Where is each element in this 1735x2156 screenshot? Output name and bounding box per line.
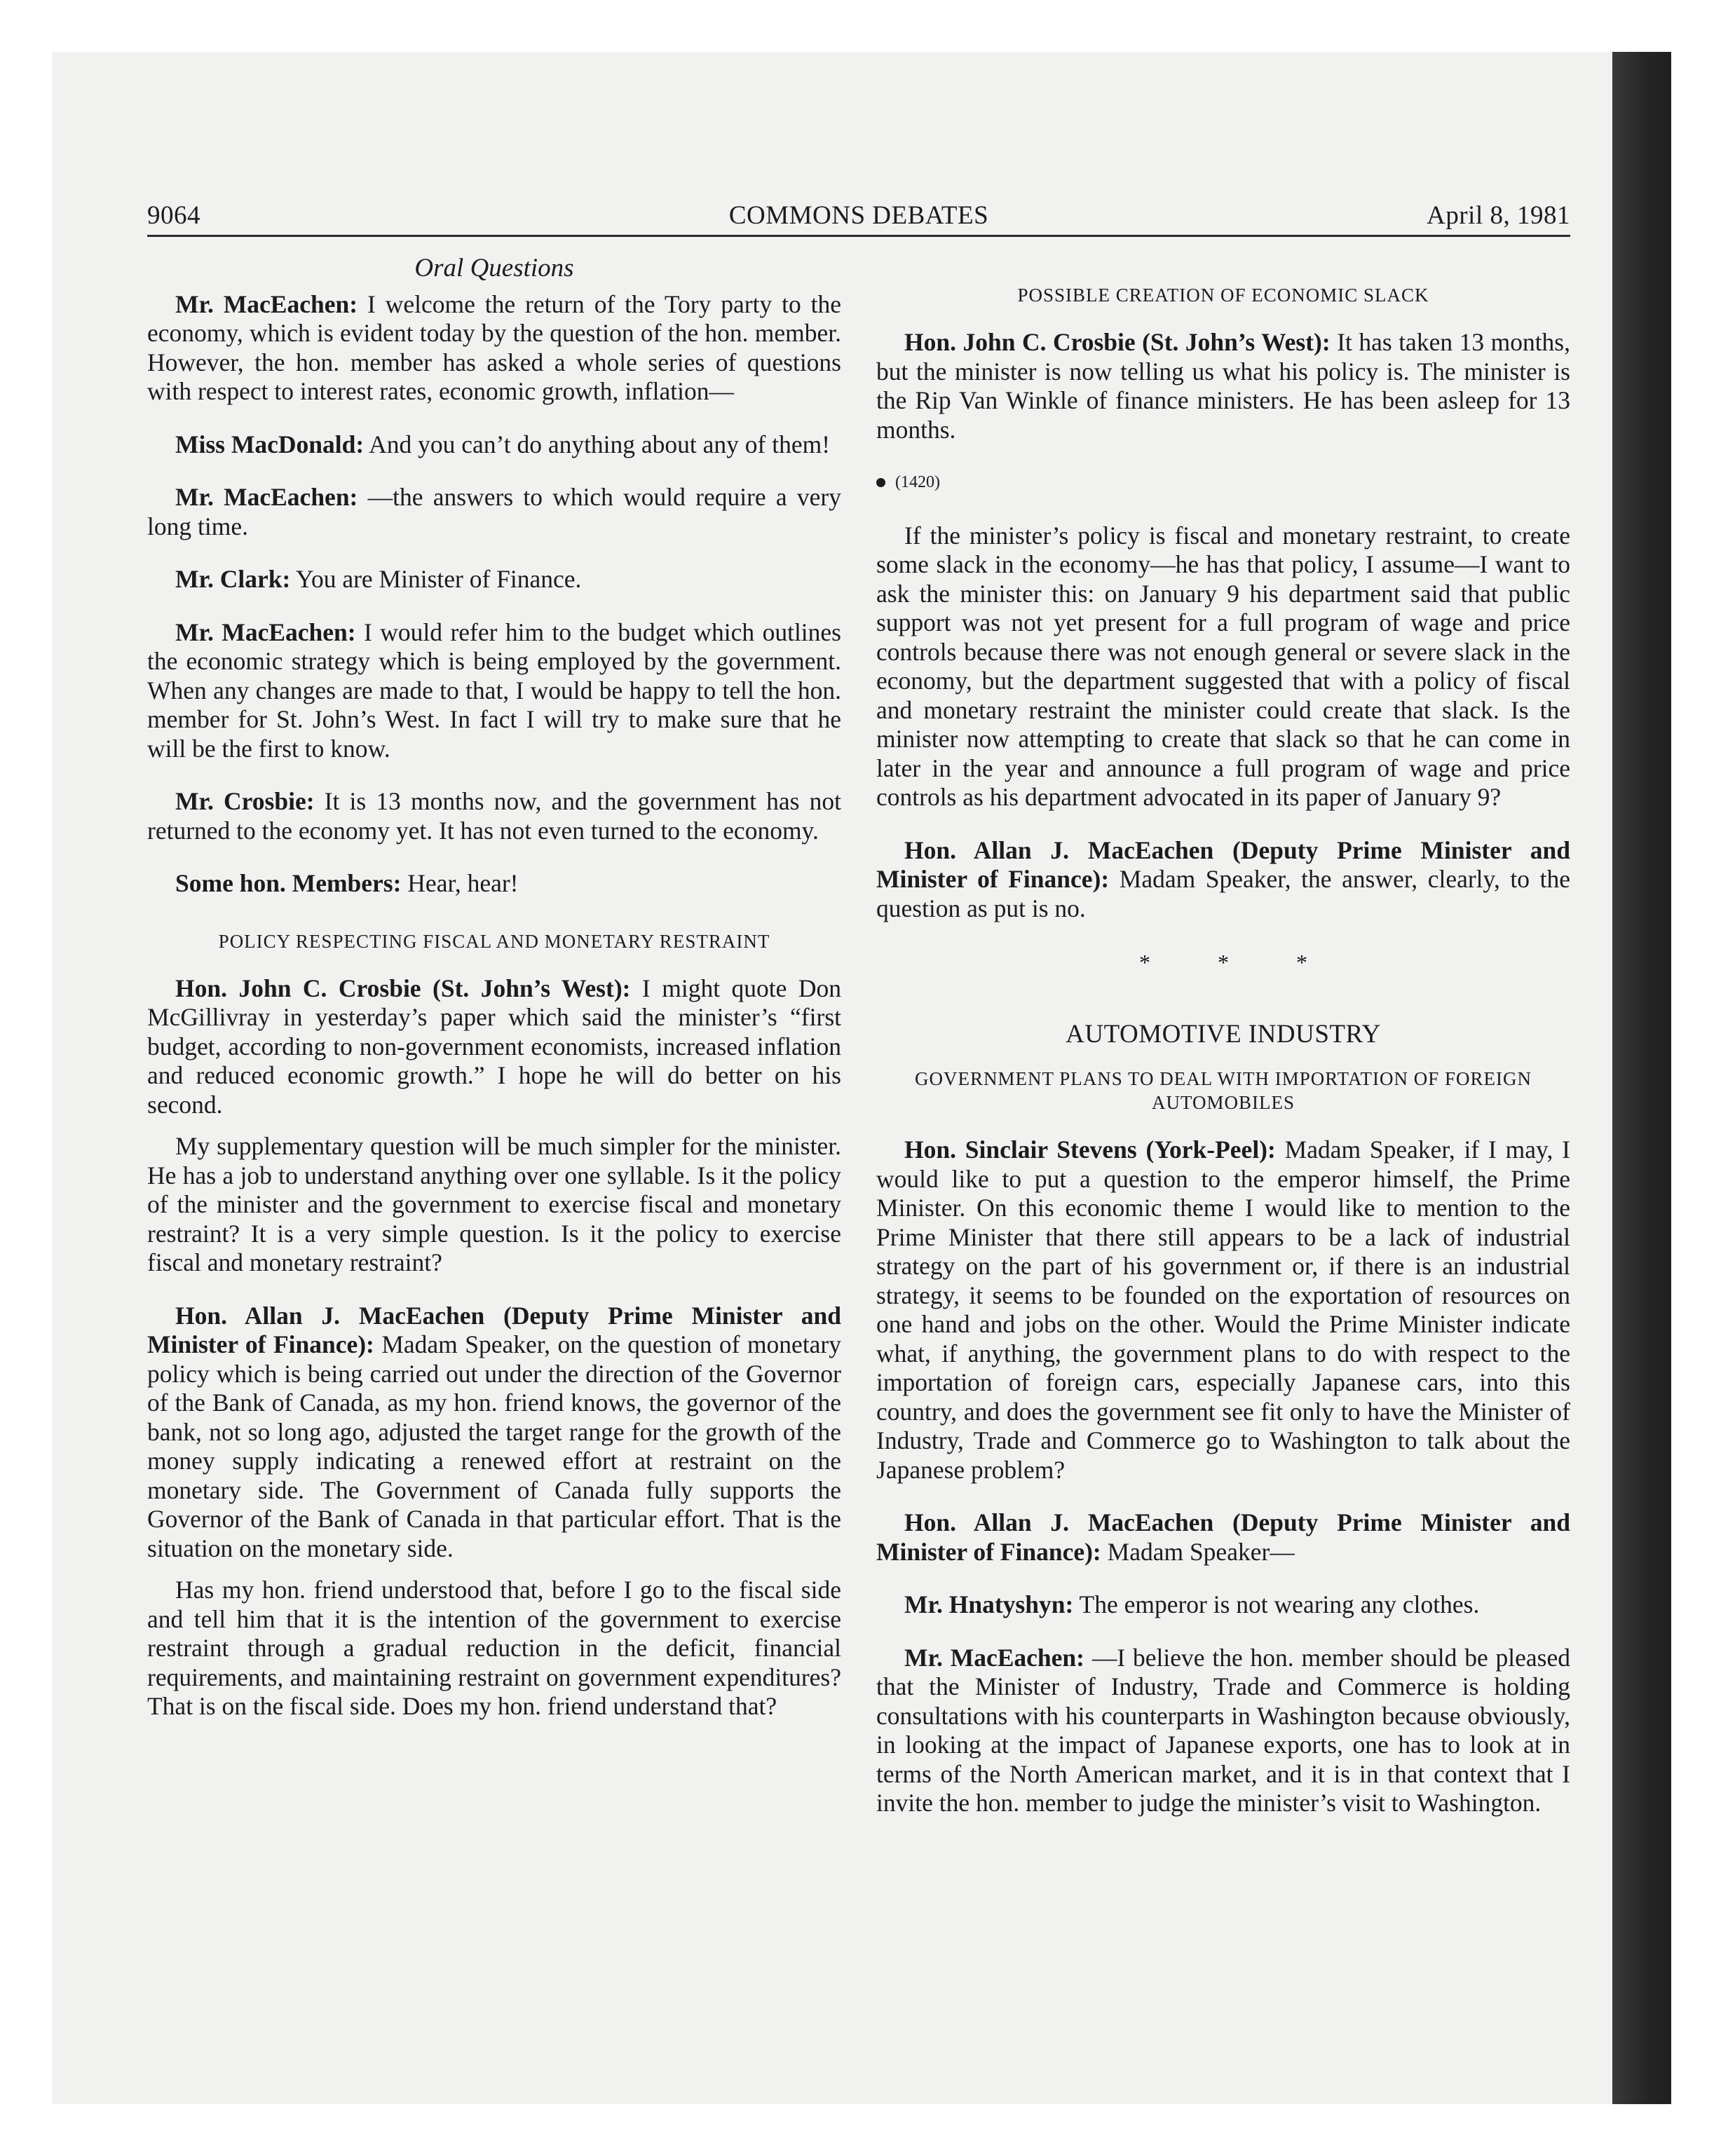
- speech-text: Has my hon. friend understood that, before I go to the fiscal side and tell him that it is the intention of the government to exercise restraint through a gradual reduction in the deficit, financial requirements, and maintaining restraint on government expenditures? That is on the fiscal side. Does my hon. friend understand that?: [147, 1576, 841, 1720]
- speech-text: I welcome the return of the Tory party to the economy, which is evident today by the question of the hon. member. However, the hon. member has asked a whole series of questions with respect to interest rates, economic growth, inflation—: [147, 289, 841, 405]
- major-heading: AUTOMOTIVE INDUSTRY: [1066, 1019, 1381, 1049]
- speech-text: Madam Speaker—: [1101, 1537, 1295, 1566]
- speaker-name: Mr. Crosbie:: [175, 787, 315, 815]
- speaker-name: Mr. MacEachen:: [175, 289, 358, 318]
- issue-date: April 8, 1981: [1427, 201, 1570, 230]
- section-title: Oral Questions: [414, 254, 574, 282]
- speech-paragraph: [147, 787, 841, 845]
- speech-text: —I believe the hon. member should be pleased that the Minister of Industry, Trade and Commerce is holding consultations with his counterparts in Washington because obviously, in looking at the impact of Japanese exports, one has to look at in terms of the North American market, and it is in that context that I invite the hon. member to judge the minister’s visit to Washington.: [876, 1643, 1570, 1817]
- speaker-name: Hon. John C. Crosbie (St. John’s West):: [904, 328, 1331, 356]
- page-number: 9064: [147, 201, 200, 230]
- speech-paragraph: [147, 483, 841, 541]
- speech-paragraph: [147, 1576, 841, 1721]
- speaker-name: Some hon. Members:: [175, 869, 402, 897]
- speaker-name: Mr. Hnatyshyn:: [904, 1590, 1074, 1618]
- header-rule: [147, 235, 1570, 237]
- speech-text: Madam Speaker, on the question of monetary policy which is being carried out under the direction of the Governor of the Bank of Canada, as my hon. friend knows, the governor of the bank, not so long ago, adjusted the target range for the growth of the money supply indicating a renewed effort at restraint on the monetary side. The Government of Canada fully supports the Governor of the Bank of Canada in that particular effort. That is the situation on the monetary side.: [147, 1330, 842, 1562]
- bullet-icon: [876, 478, 885, 487]
- speaker-name: Hon. Sinclair Stevens (York-Peel):: [904, 1135, 1276, 1164]
- speech-text: Madam Speaker, the answer, clearly, to the question as put is no.: [876, 865, 1570, 922]
- publication-title: COMMONS DEBATES: [728, 201, 989, 230]
- subject-subhead: POLICY RESPECTING FISCAL AND MONETARY RESTRAINT: [218, 930, 770, 952]
- speech-paragraph: [147, 1132, 841, 1278]
- left-column: [147, 254, 841, 1745]
- speech-paragraph: [147, 565, 841, 594]
- speech-text: —the answers to which would require a very long time.: [147, 483, 841, 540]
- speech-paragraph: [876, 1508, 1570, 1567]
- subject-subhead: POSSIBLE CREATION OF ECONOMIC SLACK: [1017, 285, 1429, 306]
- subject-subhead: GOVERNMENT PLANS TO DEAL WITH IMPORTATION OF FOREIGN AUTOMOBILES: [915, 1068, 1532, 1113]
- speech-paragraph: [147, 290, 841, 407]
- section-separator: * * *: [1139, 950, 1338, 975]
- speaker-name: Mr. MacEachen:: [175, 618, 356, 646]
- speech-paragraph: [876, 1135, 1570, 1485]
- speech-text: Madam Speaker, if I may, I would like to put a question to the emperor himself, the Prime Minister. On this economic theme I would like to mention to the Prime Minister that there still appears to be a lack of industrial strategy on the part of his government or, if there is an industrial strategy, it seems to be founded on the exportation of resources on one hand and jobs on the other. Would the Prime Minister indicate what, if anything, the government plans to do with respect to the importation of foreign cars, especially Japanese cars, into this country, and does the government see fit only to have the Minister of Industry, Trade and Commerce go to Washington to talk about the Japanese problem?: [876, 1135, 1570, 1484]
- speech-paragraph: [876, 521, 1570, 812]
- speaker-name: Hon. Allan J. MacEachen (Deputy Prime Minister and Minister of Finance):: [876, 1508, 1570, 1566]
- speech-text: My supplementary question will be much simpler for the minister. He has a job to understand anything over one syllable. Is it the policy of the minister and the government to exercise fiscal and monetary restraint? It is a very simple question. Is it the policy to exercise fiscal and monetary restraint?: [147, 1132, 841, 1276]
- speech-paragraph: [147, 618, 841, 764]
- speech-text: The emperor is not wearing any clothes.: [1073, 1590, 1480, 1618]
- speech-text: And you can’t do anything about any of them!: [364, 430, 831, 458]
- speaker-name: Hon. Allan J. MacEachen (Deputy Prime Minister and Minister of Finance):: [876, 835, 1570, 893]
- time-marker-text: (1420): [895, 473, 940, 491]
- speech-paragraph: [876, 1590, 1570, 1620]
- speech-paragraph: [876, 328, 1570, 444]
- running-header: [147, 198, 1570, 237]
- speaker-name: Hon. John C. Crosbie (St. John’s West):: [175, 974, 631, 1002]
- speech-paragraph: [147, 974, 841, 1120]
- scan-edge-shadow: [1612, 52, 1671, 2104]
- speech-paragraph: [147, 1302, 841, 1564]
- speech-text: It is 13 months now, and the government has not returned to the economy yet. It has not even turned to the economy.: [147, 787, 841, 845]
- speech-text: I would refer him to the budget which outlines the economic strategy which is being employed by the government. When any changes are made to that, I would be happy to tell the hon. member for St. John’s West. In fact I will try to make sure that he will be the first to know.: [147, 618, 841, 763]
- speaker-name: Hon. Allan J. MacEachen (Deputy Prime Minister and Minister of Finance):: [147, 1301, 841, 1358]
- speech-text: It has taken 13 months, but the minister is now telling us what his policy is. The minister is the Rip Van Winkle of finance ministers. He has been asleep for 13 months.: [876, 328, 1570, 444]
- speaker-name: Mr. Clark:: [175, 565, 291, 593]
- speech-text: If the minister’s policy is fiscal and monetary restraint, to create some slack in the economy—he has that policy, I assume—I want to ask the minister this: on January 9 his department said that public support was not yet present for a full program of wage and price controls because there was not enough general or severe slack in the economy, but the department suggested that with a policy of fiscal and monetary restraint the minister could create that slack. Is the minister now attempting to create that slack so that he can come in later in the year and announce a full program of wage and price controls as his department advocated in its paper of January 9?: [876, 521, 1570, 811]
- speaker-name: Mr. MacEachen:: [904, 1643, 1084, 1672]
- speaker-name: Mr. MacEachen:: [175, 483, 358, 511]
- speech-paragraph: [876, 1644, 1570, 1818]
- speech-text: You are Minister of Finance.: [290, 565, 582, 593]
- time-marker: [876, 468, 1570, 498]
- speech-paragraph: [147, 869, 841, 899]
- speech-paragraph: [876, 836, 1570, 924]
- right-column: [876, 254, 1570, 1842]
- speech-paragraph: [147, 430, 841, 460]
- speaker-name: Miss MacDonald:: [175, 430, 365, 458]
- speech-text: I might quote Don McGillivray in yesterday’s paper which said the minister’s “first budget, according to non-government economists, increased inflation and reduced economic growth.” I hope he will do better on his second.: [147, 974, 841, 1119]
- speech-text: Hear, hear!: [401, 869, 519, 897]
